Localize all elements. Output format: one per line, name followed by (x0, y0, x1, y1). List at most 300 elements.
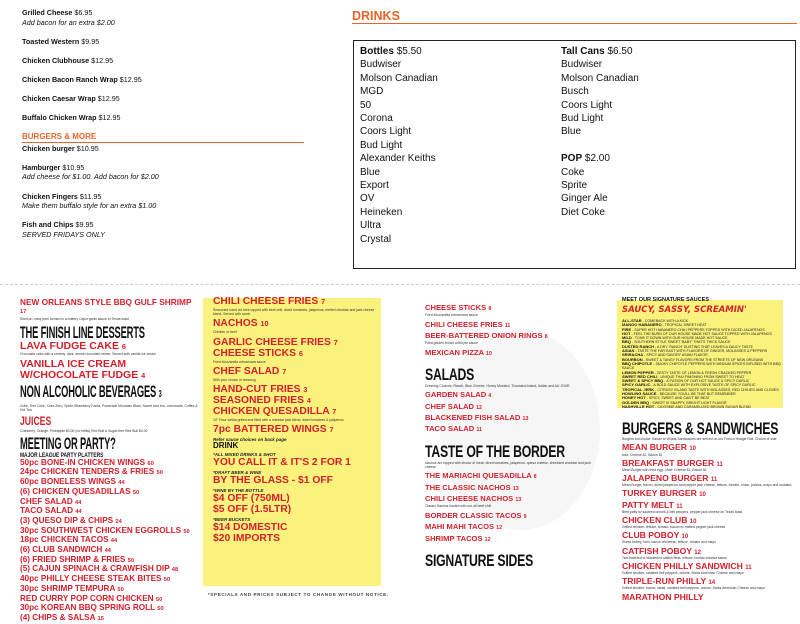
item-description: Seasoned hand cut fries topped with beef chili, diced tomatoes, jalapenos, melted cheddar and jack cheese blend. Served with ranch (213, 308, 375, 317)
menu-item-label: CHILI CHEESE FRIES (425, 319, 503, 329)
sauce-desc: COMEBACK WITH A KICK (644, 319, 689, 323)
menu-item-label: CLUB POBOY (622, 530, 680, 541)
sauce-item: SPICY GARLIC - A BOLD SAUCE WITH EXPLOSIVE TASTE OF SPICY GARLIC (622, 382, 756, 388)
sauce-name: FIRE (622, 326, 632, 332)
party-platter-price: 50 (156, 470, 163, 477)
menu-item-note: SERVED FRIDAYS ONLY (22, 229, 105, 239)
menu-item (425, 332, 600, 340)
section-heading (425, 441, 565, 461)
menu-item-line (22, 113, 322, 123)
menu-item-price: 12 (694, 549, 701, 556)
party-platter-price: 50 (117, 586, 124, 593)
menu-item (22, 144, 322, 154)
menu-item-label: BY THE GLASS - $1 OFF (213, 475, 333, 487)
party-platter-price: 24 (115, 518, 122, 525)
menu-item-price: $12.95 (91, 55, 114, 65)
party-platter-price: 44 (75, 509, 82, 516)
sauce-desc: SWEET N' SNAPPY, BRIGHT LIGHT FLAVOR (652, 400, 727, 405)
drinks-group-price: $6.50 (607, 46, 633, 57)
section-heading (20, 433, 119, 453)
party-platter-label: (3) QUESO DIP & CHIPS (20, 515, 114, 525)
sauce-item: SWEET & SPICY BBQ - A FUSION OF OUR HOT SAUCE & SPICY GARLIC (622, 378, 750, 384)
drinks-group-price: $2.00 (584, 153, 610, 165)
menu-item-price: $11.95 (79, 191, 102, 201)
menu-item-price: 14 (708, 580, 716, 587)
menu-item-label: YOU CALL IT & IT'S 2 FOR 1 (213, 457, 351, 469)
menu-item-price: 4 (306, 396, 311, 406)
party-platter-price: 50 (163, 577, 171, 584)
sauce-desc: A FUSION OF OUR HOT SAUCE & SPICY GARLIC (666, 379, 750, 384)
sauce-name: BBQ (622, 339, 631, 345)
sauce-desc: CITRUSY ISLAND TASTE WITH MOLASSES, RED CHILIES AND CLOVES (657, 387, 779, 392)
sauce-name: DUSTED RANCH (622, 343, 654, 349)
menu-item-name: Grilled Cheese (22, 8, 73, 17)
menu-item (22, 75, 322, 85)
menu-item (213, 533, 379, 544)
menu-item (213, 395, 379, 406)
drink-item: Bud Light (561, 113, 604, 125)
menu-item (622, 562, 792, 571)
menu-item-name: Chicken Clubhouse (22, 55, 90, 65)
sauces-tagline: SAUCY, SASSY, SCREAMIN' (622, 305, 747, 315)
desserts-party-column (20, 298, 200, 624)
menu-item-label: $14 DOMESTIC (213, 522, 288, 534)
menu-item-label: CHILI CHEESE FRIES (213, 296, 319, 307)
sauce-item: DUSTED RANCH - A DRY 'RANCH' DUSTING THAT LEAVES A ZAUCY TASTE (622, 343, 754, 349)
menu-item (425, 495, 600, 503)
menu-item (213, 348, 379, 359)
menu-item-label: PATTY MELT (622, 499, 674, 510)
drink-item: Sprite (561, 180, 588, 192)
menu-item (20, 359, 200, 380)
menu-item (20, 341, 200, 352)
promo-note: *DRAFT BEER & WINE (213, 470, 262, 476)
menu-item-price: $10.95 (76, 143, 99, 153)
drinks-group-header (561, 45, 639, 58)
bottles-column (360, 45, 438, 246)
drink-item: Alexander Keiths (360, 153, 436, 165)
menu-item-line (22, 220, 322, 230)
menu-item-price: $9.95 (75, 220, 94, 230)
drink-item: Diet Coke (561, 206, 605, 218)
juices-heading (20, 415, 150, 427)
menu-item (425, 523, 600, 531)
party-platter-label: 30pc SOUTHWEST CHICKEN EGGROLLS (20, 525, 182, 535)
menu-item (425, 425, 600, 433)
item-description: 10" Flour tortilla grilled and filled with a cheddar jack blend, diced tomatoes & jalapenos (213, 418, 344, 423)
menu-item-price: 3 (303, 385, 308, 395)
party-platter-label: 50pc BONE-IN CHICKEN WINGS (20, 457, 146, 467)
menu-item (213, 475, 379, 486)
menu-item (213, 296, 379, 307)
drink-item: Molson Canadian (360, 72, 438, 84)
menu-item-label: MAHI MAHI TACOS (425, 522, 495, 532)
menu-item-label: CATFISH POBOY (622, 545, 692, 556)
sauce-item: ALL-STAR - COMEBACK WITH A KICK (622, 318, 689, 323)
drinks-heading: DRINKS (352, 9, 797, 24)
party-platter (20, 614, 200, 624)
menu-item-price: $10.95 (62, 162, 85, 172)
menu-item-price: 11 (710, 477, 718, 484)
menu-item (622, 443, 792, 452)
item-description: Grilled chicken, sautéed bell peppers, onions, Swiss American Cheese and mayo (622, 570, 744, 575)
promo-note: *BEER BUCKETS (213, 517, 251, 523)
menu-item-label: THE CLASSIC NACHOS (425, 482, 511, 492)
sauce-desc: SUPER HOT HABANERO CHILI PEPPERS TOPPED WITH DICED JALAPENOS (634, 327, 765, 332)
drink-item: Budwiser (561, 59, 603, 71)
sauce-item: SWEET RED CHILI - UNIQUE THAI FINISHING FROM SWEET TO HEAT (622, 373, 745, 379)
menu-item (425, 472, 600, 480)
menu-item (22, 192, 322, 211)
party-platter-label: (6) CHICKEN QUESADILLAS (20, 486, 131, 496)
item-description: Nachos are topped with choice of meat, diced tomatoes, jalapenos, queso cheese, shredded cheddar and jack cheese (425, 460, 591, 470)
menu-item-note: Add bacon for an extra $2.00 (22, 17, 115, 27)
sauce-item: BOURBON - SWEET & TANGY FLAVORS FROM THE STREETS OF NEW ORLEANS (622, 356, 764, 362)
menu-item-label: $5 OFF (1.5LTR) (213, 504, 292, 516)
section-heading (622, 419, 779, 439)
section-heading-label: TASTE OF THE BORDER (425, 441, 565, 461)
party-platter-label: RED CURRY POP CORN CHICKEN (20, 593, 154, 603)
section-heading (20, 322, 145, 342)
menu-item-price: 12 (476, 404, 482, 411)
drink-item: 50 (360, 99, 372, 111)
sauce-item: TROPICAL JERK - CITRUSY ISLAND TASTE WITH MOLASSES, RED CHILIES AND CLOVES (622, 386, 779, 392)
sauce-item: SRIRACHA - SPICY AND SAVORY ASIAN FLAVOR (622, 352, 708, 358)
party-platter-label: (6) CLUB SANDWICH (20, 545, 103, 555)
menu-item-line (22, 192, 322, 202)
sauce-name: MILD (622, 335, 632, 341)
sauce-desc: SWEET & TANGY FLAVORS FROM THE STREETS OF NEW ORLEANS (645, 357, 764, 362)
menu-item (425, 512, 600, 520)
drinks-group-label: Bottles (360, 46, 394, 57)
menu-item-price: 7 (332, 407, 337, 417)
sauce-name: MANGO HABANERO (622, 322, 662, 328)
subheading: MAJOR LEAGUE PARTY PLATTERS (20, 451, 104, 459)
menu-item-line (22, 56, 322, 66)
menu-item-name: Fish and Chips (22, 220, 74, 230)
menu-item (622, 531, 792, 540)
sauce-desc: SPICY AND SAVORY ASIAN FLAVOR (646, 353, 708, 358)
party-platter-label: TACO SALAD (20, 506, 74, 516)
menu-item-label: CHEESE STICKS (213, 347, 296, 359)
sauce-name: GOLDEN BBQ (622, 399, 650, 405)
menu-item-line (22, 94, 322, 104)
sauce-desc: A DRY 'RANCH' DUSTING THAT LEAVES A ZAUCY TASTE (657, 344, 754, 349)
section-heading-label: NON ALCOHOLIC BEVERAGES (20, 381, 157, 401)
item-description: Two battered or blackened catfish filets, lettuce, tomato w/tartar sauce (622, 555, 727, 560)
menu-item (22, 163, 322, 182)
party-platter-price: 44 (118, 480, 125, 487)
menu-item-note: Make them buffalo style for an extra $1.00 (22, 201, 157, 211)
menu-item-line (22, 75, 322, 85)
party-platter-price: 15 (97, 615, 104, 622)
menu-item-price: $12.95 (97, 93, 120, 103)
menu-item-name: Chicken Caesar Wrap (22, 93, 96, 103)
drinks-group-price: $5.50 (396, 46, 422, 57)
menu-item-label: CHICKEN QUESADILLA (213, 406, 330, 418)
party-platter-label: 30pc KOREAN BBQ SPRING ROLL (20, 603, 155, 613)
menu-item-label: TACO SALAD (425, 424, 475, 434)
menu-item (213, 384, 379, 395)
menu-item-label: BEER-BATTERED ONION RINGS (425, 331, 543, 341)
drink-heading: DRINK (213, 441, 239, 451)
sauce-item: BBQ CHIPOTLE - SMOKY CHIPOTLE PEPPERS WITH MEDIUM SPICES INFUSED WITH BBQ SAUCE (622, 360, 781, 371)
sauce-item: FIRE - SUPER HOT HABANERO CHILI PEPPERS TOPPED WITH DICED JALAPENOS (622, 326, 765, 332)
sauce-desc: TROPICAL SWEET HEAT (664, 323, 707, 328)
sauce-item: HONEY HOT - SPICY, SWEET AND CAN'T BE BEAT (622, 395, 710, 401)
sauce-desc: FEEL THE BURN OF OUR HOUSE MADE HOT SAUCE TOPPED WITH JALAPENOS (633, 331, 772, 336)
menu-item (213, 504, 379, 515)
menu-item-price: 6 (121, 341, 126, 351)
menu-item-price: 10 (689, 446, 697, 453)
footer-note: *SPECIALS AND PRICES SUBJECT TO CHANGE WITHOUT NOTICE. (208, 592, 389, 597)
menu-item-label: VANILLA ICE CREAM W/CHOCOLATE FUDGE (20, 358, 139, 382)
menu-item-label: MEXICAN PIZZA (425, 347, 484, 357)
sauce-name: BBQ CHIPOTLE (622, 360, 653, 366)
menu-item-name: Chicken Bacon Ranch Wrap (22, 74, 118, 84)
menu-item-line (22, 163, 322, 173)
menu-item-label: GARDEN SALAD (425, 390, 487, 400)
item-description: Grilled chicken, bacon, steak, sautéed bell peppers, onions, Swiss American Cheese and mayo (622, 586, 765, 591)
sauce-name: BOURBON (622, 356, 643, 362)
party-platter-label: 24pc CHICKEN TENDERS & FRIES (20, 467, 155, 477)
menu-item (213, 457, 379, 468)
menu-item-label: CHEF SALAD (213, 365, 280, 377)
drink-item: Coke (561, 166, 585, 178)
menu-item-price: 13 (515, 497, 522, 504)
sauce-name: SPICY GARLIC (622, 382, 651, 388)
menu-item-price: 10 (260, 319, 269, 329)
section-heading-price: 3 (158, 388, 162, 400)
section-heading (425, 552, 551, 569)
menu-item (213, 493, 379, 504)
drink-item: Coors Light (561, 99, 613, 111)
appetizers-salads-column (425, 301, 600, 569)
party-platter-label: 30pc SHRIMP TEMPURA (20, 583, 116, 593)
sauce-item: NASHVILLE HOT - CAYENNE AND CARAMELIZED BROWN SUGAR BLEND (622, 403, 752, 409)
menu-item-label: JALAPENO BURGER (622, 473, 709, 484)
item-description: Fried Mozzarella w/marinara sauce (213, 359, 266, 364)
menu-item (425, 321, 600, 329)
menu-item-price: 6 (298, 348, 303, 358)
drink-item: Ultra (360, 220, 382, 232)
sauce-desc: ZESTY TASTE OF LEMON & FRESH CRACKED PEPPER (657, 370, 752, 375)
menu-item-price: 9 (523, 513, 527, 520)
drinks-group-label: POP (561, 153, 583, 165)
menu-item (622, 474, 792, 483)
sauce-name: LEMON PEPPER (622, 369, 654, 375)
menu-item-price: 8 (544, 334, 548, 341)
item-description: With your choice of dressing (213, 377, 256, 382)
menu-item-label: NACHOS (213, 318, 258, 330)
menu-item-label: CHICKEN CLUB (622, 514, 688, 525)
menu-item (622, 459, 792, 468)
item-description: Fried golden brown w/dill pie sauce (425, 341, 478, 346)
menu-item-label: TRIPLE-RUN PHILLY (622, 576, 707, 587)
menu-item (22, 8, 322, 27)
item-description: Fried Mozzarella w/marinara sauce (425, 313, 478, 318)
menu-item (213, 337, 379, 348)
sauce-desc: SOUTHERN STYLE SWEET 'BABY' THAT'S THICK SAUCE (634, 340, 731, 345)
menu-item-price: 11 (676, 503, 683, 510)
menu-item-price: 13 (512, 485, 519, 492)
party-platter-label: 40pc PHILLY CHEESE STEAK BITES (20, 574, 162, 584)
party-platter-price: 50 (127, 557, 135, 564)
sauces-burgers-column (622, 297, 792, 601)
menu-item-label: HAND-CUT FRIES (213, 384, 301, 396)
menu-item-price: $9.95 (81, 36, 100, 46)
party-platter-price: 60 (147, 460, 154, 467)
party-platter-label: (5) CAJUN SPINACH & CRAWFISH DIP (20, 564, 170, 574)
menu-item-price: 10 (699, 492, 706, 499)
promo-note: *ALL MIXED DRINKS & SHOT (213, 452, 276, 458)
party-platter-price: 50 (157, 606, 164, 613)
menu-item (425, 484, 600, 492)
menu-item-line (22, 144, 322, 154)
menu-item-price: 8 (488, 306, 492, 312)
menu-item (213, 522, 379, 533)
item-description: Add: Cheese $1, Bacon $1 (622, 452, 663, 457)
sauce-name: SRIRACHA (622, 352, 644, 358)
item-description: Chocolate cake with a creamy, dark, dense chocolate center. Served with vanilla ice cream (20, 352, 157, 357)
drink-item: Crystal (360, 233, 392, 245)
menu-item-price: $12.95 (98, 113, 121, 123)
sauce-name: HOT (622, 330, 631, 336)
drink-item: MGD (360, 86, 384, 98)
item-description: Mean Burger, bacon, diced jalapenos and pepper jack cheese, lettuce, tomato, onion, pickles, mayo and mustard (622, 483, 792, 488)
menu-item-price: 12 (484, 536, 491, 543)
drinks-group-header (561, 152, 639, 165)
drink-item: Coors Light (360, 126, 412, 138)
item-description: Dressing Choices: Ranch, Blue Cheese, Honey Mustard, Thousand Island, Italian and AU JOUR (425, 384, 570, 389)
sauce-item: MANGO HABANERO - TROPICAL SWEET HEAT (622, 322, 707, 328)
party-platter-price: 48 (171, 567, 179, 574)
menu-item-price: 10 (485, 350, 492, 357)
item-description: Coke, Diet Coke, Coke Zero, Sprite,Strawberry Fanta, Powerade Mountain Blast, Sweet iced tea, Lemonade, Coffee & Hot Tea (20, 403, 198, 413)
item-description: Chicken or beef (213, 330, 237, 335)
section-heading-label: MEETING OR PARTY? (20, 433, 116, 453)
menu-item-label: MEAN BURGER (622, 442, 687, 453)
sauce-name: NASHVILLE HOT (622, 403, 655, 409)
section-heading-label: THE FINISH LINE DESSERTS (20, 322, 145, 342)
menu-item (622, 516, 792, 525)
menu-item-label: BREAKFAST BURGER (622, 457, 715, 468)
sauces-title: MEET OUR SIGNATURE SAUCES (622, 297, 709, 303)
menu-item-line (22, 8, 322, 18)
menu-item-price: 11 (716, 461, 723, 468)
sauce-name: SWEET & SPICY BBQ (622, 378, 664, 384)
party-platter-price: 44 (104, 548, 111, 555)
party-platter-price: 50 (155, 596, 163, 603)
party-platter-label: 60pc BONELESS WINGS (20, 477, 116, 487)
menu-item-label: SHRIMP TACOS (425, 533, 483, 543)
drinks-group-label: Tall Cans (561, 46, 605, 57)
item-description: Grilled chicken, lettuce, tomato, bacon w/ melted pepper jack cheese (622, 525, 726, 529)
menu-item-price: 7 (329, 425, 334, 435)
menu-item (22, 37, 322, 47)
menu-item-line (22, 37, 322, 47)
spacer (561, 139, 639, 152)
section-heading-label: SALADS (425, 365, 475, 385)
sauce-item: GOLDEN BBQ - SWEET N' SNAPPY, BRIGHT LIGHT FLAVOR (622, 399, 727, 405)
drink-item: Blue (561, 126, 582, 138)
burgers-more-heading: BURGERS & MORE (22, 132, 304, 143)
sauce-item: HOT - FEEL THE BURN OF OUR HOUSE MADE HOT SAUCE TOPPED WITH JALAPENOS (622, 330, 772, 336)
promo-note: *WINE BY THE BOTTLE (213, 488, 264, 494)
item-description: Mean Burger with fried egg. | Add: Cheese $1, Bacon $1 (622, 467, 707, 472)
sauce-desc: UNIQUE THAI FINISHING FROM SWEET TO HEAT (660, 374, 745, 379)
menu-item (425, 391, 600, 399)
party-platter-price: 44 (110, 538, 118, 545)
sauce-item: HOWLING SAUCE - BECAUSE YOU'LL BE THAT BUT REMEMBER (622, 391, 736, 397)
item-description: Classic Nachos loaded with our all beef chili (425, 504, 491, 509)
menu-item-price: 8 (533, 474, 537, 481)
menu-item-price: 11 (504, 322, 511, 329)
menu-item-price: 12 (496, 525, 503, 532)
menu-item (22, 56, 322, 66)
section-heading-label: SIGNATURE SIDES (425, 550, 534, 570)
menu-item (213, 424, 379, 435)
menu-item (425, 304, 600, 312)
menu-item-name: Chicken burger (22, 143, 75, 153)
menu-item (213, 318, 379, 329)
menu-item-price: $12.95 (119, 74, 142, 84)
menu-item-label: LAVA FUDGE CAKE (20, 339, 119, 352)
menu-item-price: 7 (282, 366, 287, 376)
sauce-name: HONEY HOT (622, 395, 646, 401)
menu-item-price: 10 (681, 534, 689, 541)
item-description: Beef patty w/ sautéed onions & bell peppers, pepper jack cheese on Texas toast (622, 509, 743, 514)
sauce-name: HOWLING SAUCE (622, 391, 657, 397)
menu-item-price: 10 (689, 518, 697, 525)
menu-item (213, 366, 379, 377)
menu-item (622, 577, 792, 586)
menu-item (425, 349, 600, 357)
item-description: Shell-on, easy peel formed in a buttery Cajun garlic sauce or Texas toast (20, 317, 129, 322)
menu-item-name: Toasted Western (22, 36, 80, 46)
drink-item: Busch (561, 86, 589, 98)
drink-item: Ginger Ale (561, 193, 608, 205)
juices-heading-label: JUICES (20, 414, 52, 429)
menu-item-price: 17 (20, 309, 27, 316)
sauce-name: ASIAN (622, 348, 635, 354)
menu-item-label: THE MARIACHI QUESADILLA (425, 471, 532, 481)
menu-item-price: $6.95 (74, 8, 93, 17)
menu-item (622, 547, 792, 556)
sauce-desc: A BOLD SAUCE WITH EXPLOSIVE TASTE OF SPICY GARLIC (653, 383, 756, 388)
sauce-desc: TONE IT DOWN WITH OUR HOUSE MADE HOT SAUCE (634, 336, 728, 341)
sauce-item: BBQ - SOUTHERN STYLE SWEET 'BABY' THAT'S THICK SAUCE (622, 339, 731, 345)
menu-item-label: CHEF SALAD (425, 401, 474, 411)
drink-item: Blue (360, 166, 381, 178)
drink-item: Heineken (360, 206, 403, 218)
menu-item-label: CHILI CHEESE NACHOS (425, 494, 514, 504)
tallcans-column (561, 45, 639, 219)
sauce-name: ALL-STAR (622, 318, 642, 323)
section-heading (20, 381, 162, 403)
menu-item (622, 489, 792, 498)
menu-item-note: Add cheese for $1.00. Add bacon for $2.00 (22, 172, 159, 182)
drink-item: Export (360, 180, 389, 192)
menu-item-label: GARLIC CHEESE FRIES (213, 336, 331, 348)
menu-item-name: Chicken Fingers (22, 191, 78, 201)
menu-item-label: TURKEY BURGER (622, 488, 697, 499)
menu-item (425, 535, 600, 543)
sauce-desc: TASTE THE FAR EAST WITH FLAVORS OF GINGER, MOLASSES & PEPPERS (637, 349, 768, 354)
sauce-item: LEMON PEPPER - ZESTY TASTE OF LEMON & FRESH CRACKED PEPPER (622, 369, 752, 375)
promo-note: Refer sauce choices on back page (213, 437, 287, 443)
menu-item-label: $4 OFF (750ML) (213, 493, 290, 505)
